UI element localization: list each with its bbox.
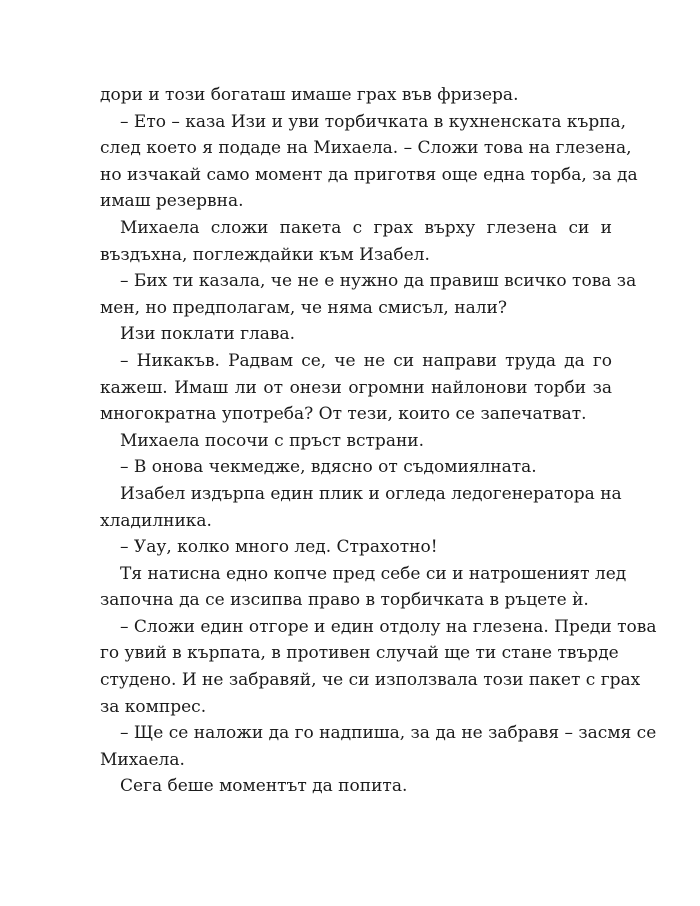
text-line: Михаела посочи с пръст встрани. [120, 430, 425, 451]
text-line: мен, но предполагам, че няма смисъл, нали? [100, 297, 507, 318]
text-line: след което я подаде на Михаела. – Сложи това на глезена, [100, 138, 632, 159]
text-line: го увий в кърпата, в противен случай ще ти стане твърде [100, 643, 619, 664]
text-line: Изабел издърпа един плик и огледа ледогенератора на [120, 483, 622, 504]
text-line: имаш резервна. [100, 191, 244, 212]
book-page-text [100, 82, 657, 800]
text-line: – Бих ти казала, че не е нужно да правиш всичко това за [120, 271, 637, 292]
text-line: кажеш. Имаш ли от онези огромни найлонови торби за [100, 377, 612, 398]
text-line: хладилника. [100, 510, 212, 531]
text-line: за компрес. [100, 696, 207, 717]
text-line: студено. И не забравяй, че си използвала този пакет с грах [100, 670, 641, 691]
text-line: но изчакай само момент да приготвя още една торба, за да [100, 164, 638, 185]
text-line: Михаела сложи пакета с грах върху глезена си и [120, 217, 612, 238]
text-line: започна да се изсипва право в торбичката в ръцете ѝ. [100, 590, 589, 611]
text-line: – Ето – каза Изи и уви торбичката в кухненската кърпа, [120, 111, 627, 132]
text-line: въздъхна, поглеждайки към Изабел. [100, 244, 430, 265]
text-line: Изи поклати глава. [120, 324, 296, 345]
text-line: Тя натисна едно копче пред себе си и натрошеният лед [120, 563, 627, 584]
text-line: дори и този богаташ имаше грах във фризера. [100, 85, 519, 105]
text-line: многократна употреба? От тези, които се запечатват. [100, 404, 587, 425]
text-line: – Никакъв. Радвам се, че не си направи труда да го [120, 350, 612, 371]
text-line: Сега беше моментът да попита. [120, 776, 408, 797]
text-line: – Ще се наложи да го надпиша, за да не забравя – засмя се [120, 723, 657, 744]
text-line: Михаела. [100, 749, 185, 770]
text-line: – Уау, колко много лед. Страхотно! [120, 537, 438, 558]
text-line: – Сложи един отгоре и един отдолу на глезена. Преди това [120, 616, 657, 637]
text-line: – В онова чекмедже, вдясно от съдомиялната. [120, 457, 537, 478]
